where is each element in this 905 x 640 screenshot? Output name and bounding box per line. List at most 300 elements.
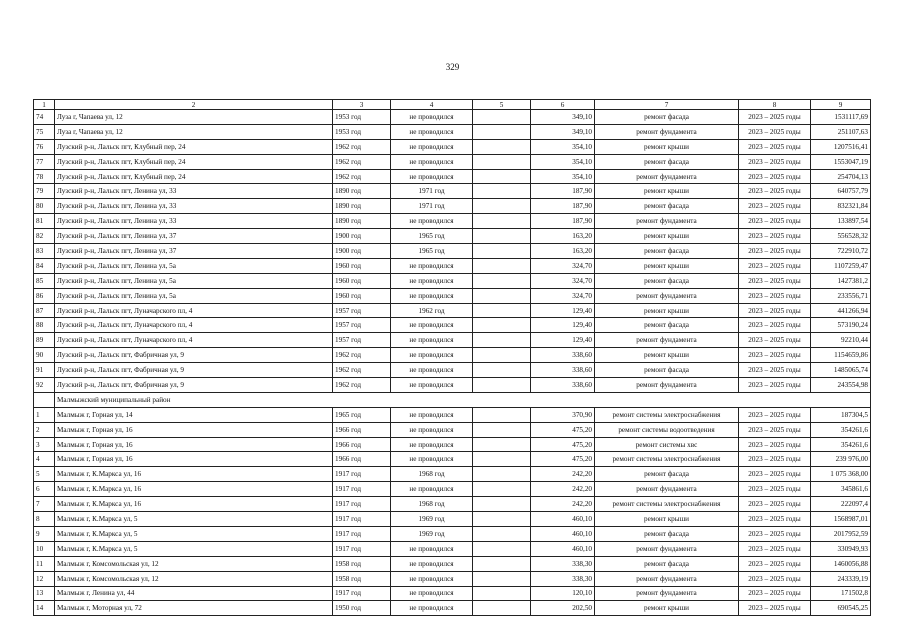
cell-row-number: 85 bbox=[34, 273, 55, 288]
column-header: 3 bbox=[333, 100, 391, 110]
cell-row-number: 11 bbox=[34, 556, 55, 571]
cell-work-type: ремонт крыши bbox=[595, 184, 739, 199]
cell-last-repair-year: 1971 год bbox=[391, 199, 473, 214]
table-row bbox=[34, 333, 871, 348]
cell-row-number: 13 bbox=[34, 586, 55, 601]
cell-area: 460,10 bbox=[531, 526, 595, 541]
table-row bbox=[34, 273, 871, 288]
cell-period: 2023 – 2025 годы bbox=[739, 199, 811, 214]
cell-address: Малмыж г, Моторная ул, 72 bbox=[55, 601, 333, 616]
cell-col-5 bbox=[473, 110, 531, 125]
cell-row-number: 74 bbox=[34, 110, 55, 125]
cell-period: 2023 – 2025 годы bbox=[739, 556, 811, 571]
cell-work-type: ремонт фасада bbox=[595, 363, 739, 378]
cell-build-year: 1962 год bbox=[333, 348, 391, 363]
cell-area: 475,20 bbox=[531, 422, 595, 437]
table-row bbox=[34, 169, 871, 184]
section-title: Малмыжский муниципальный район bbox=[55, 392, 871, 407]
cell-cost: 1 075 368,00 bbox=[811, 467, 871, 482]
table-row bbox=[34, 318, 871, 333]
cell-period: 2023 – 2025 годы bbox=[739, 288, 811, 303]
cell-build-year: 1953 год bbox=[333, 124, 391, 139]
section-row bbox=[34, 392, 871, 407]
cell-build-year: 1950 год bbox=[333, 601, 391, 616]
cell-address: Малмыж г, К.Маркса ул, 16 bbox=[55, 482, 333, 497]
cell-cost: 573190,24 bbox=[811, 318, 871, 333]
cell-last-repair-year: 1962 год bbox=[391, 303, 473, 318]
cell-col-5 bbox=[473, 482, 531, 497]
cell-work-type: ремонт фундамента bbox=[595, 169, 739, 184]
cell-cost: 222097,4 bbox=[811, 497, 871, 512]
cell-col-5 bbox=[473, 199, 531, 214]
section-row-number bbox=[34, 392, 55, 407]
cell-row-number: 86 bbox=[34, 288, 55, 303]
cell-row-number: 12 bbox=[34, 571, 55, 586]
cell-row-number: 76 bbox=[34, 139, 55, 154]
cell-work-type: ремонт крыши bbox=[595, 601, 739, 616]
cell-row-number: 8 bbox=[34, 512, 55, 527]
cell-cost: 1107259,47 bbox=[811, 258, 871, 273]
table-row bbox=[34, 407, 871, 422]
cell-col-5 bbox=[473, 467, 531, 482]
cell-build-year: 1960 год bbox=[333, 288, 391, 303]
cell-cost: 690545,25 bbox=[811, 601, 871, 616]
cell-work-type: ремонт фундамента bbox=[595, 378, 739, 393]
column-header: 1 bbox=[34, 100, 55, 110]
page-number: 329 bbox=[445, 62, 460, 72]
cell-build-year: 1958 год bbox=[333, 556, 391, 571]
cell-col-5 bbox=[473, 139, 531, 154]
cell-area: 338,60 bbox=[531, 363, 595, 378]
cell-work-type: ремонт фасада bbox=[595, 244, 739, 259]
cell-last-repair-year: не проводился bbox=[391, 169, 473, 184]
cell-cost: 254704,13 bbox=[811, 169, 871, 184]
cell-col-5 bbox=[473, 348, 531, 363]
cell-address: Лузский р-н, Лальск пгт, Фабричная ул, 9 bbox=[55, 378, 333, 393]
cell-address: Луза г, Чапаева ул, 12 bbox=[55, 124, 333, 139]
cell-build-year: 1917 год bbox=[333, 526, 391, 541]
cell-row-number: 4 bbox=[34, 452, 55, 467]
cell-period: 2023 – 2025 годы bbox=[739, 482, 811, 497]
table-row bbox=[34, 601, 871, 616]
cell-row-number: 81 bbox=[34, 214, 55, 229]
cell-area: 242,20 bbox=[531, 497, 595, 512]
cell-cost: 556528,32 bbox=[811, 229, 871, 244]
cell-row-number: 77 bbox=[34, 154, 55, 169]
cell-cost: 640757,79 bbox=[811, 184, 871, 199]
cell-build-year: 1900 год bbox=[333, 229, 391, 244]
cell-address: Лузский р-н, Лальск пгт, Ленина ул, 37 bbox=[55, 244, 333, 259]
cell-row-number: 90 bbox=[34, 348, 55, 363]
cell-address: Малмыж г, Горная ул, 16 bbox=[55, 452, 333, 467]
cell-address: Лузский р-н, Лальск пгт, Луначарского пл, 4 bbox=[55, 303, 333, 318]
cell-work-type: ремонт фасада bbox=[595, 556, 739, 571]
table-row bbox=[34, 526, 871, 541]
cell-cost: 1154659,86 bbox=[811, 348, 871, 363]
table-row bbox=[34, 586, 871, 601]
repair-schedule-table bbox=[33, 99, 871, 616]
cell-col-5 bbox=[473, 437, 531, 452]
cell-build-year: 1890 год bbox=[333, 184, 391, 199]
cell-address: Лузский р-н, Лальск пгт, Ленина ул, 37 bbox=[55, 229, 333, 244]
cell-last-repair-year: не проводился bbox=[391, 407, 473, 422]
cell-area: 475,20 bbox=[531, 437, 595, 452]
table-row bbox=[34, 184, 871, 199]
cell-address: Малмыж г, К.Маркса ул, 5 bbox=[55, 526, 333, 541]
cell-address: Малмыж г, Горная ул, 16 bbox=[55, 422, 333, 437]
cell-cost: 92210,44 bbox=[811, 333, 871, 348]
cell-col-5 bbox=[473, 318, 531, 333]
cell-period: 2023 – 2025 годы bbox=[739, 601, 811, 616]
cell-area: 242,20 bbox=[531, 482, 595, 497]
cell-cost: 243339,19 bbox=[811, 571, 871, 586]
cell-build-year: 1962 год bbox=[333, 154, 391, 169]
cell-build-year: 1962 год bbox=[333, 363, 391, 378]
cell-last-repair-year: не проводился bbox=[391, 378, 473, 393]
cell-cost: 187304,5 bbox=[811, 407, 871, 422]
cell-col-5 bbox=[473, 526, 531, 541]
cell-area: 354,10 bbox=[531, 139, 595, 154]
cell-period: 2023 – 2025 годы bbox=[739, 407, 811, 422]
cell-last-repair-year: не проводился bbox=[391, 333, 473, 348]
cell-last-repair-year: 1969 год bbox=[391, 512, 473, 527]
cell-address: Малмыж г, Комсомольская ул, 12 bbox=[55, 556, 333, 571]
cell-period: 2023 – 2025 годы bbox=[739, 333, 811, 348]
cell-area: 129,40 bbox=[531, 303, 595, 318]
table-row bbox=[34, 512, 871, 527]
cell-cost: 354261,6 bbox=[811, 422, 871, 437]
cell-last-repair-year: не проводился bbox=[391, 586, 473, 601]
cell-build-year: 1917 год bbox=[333, 467, 391, 482]
table-header-row bbox=[34, 100, 871, 110]
cell-row-number: 7 bbox=[34, 497, 55, 512]
cell-period: 2023 – 2025 годы bbox=[739, 229, 811, 244]
table-body bbox=[34, 110, 871, 616]
cell-area: 475,20 bbox=[531, 452, 595, 467]
cell-last-repair-year: не проводился bbox=[391, 363, 473, 378]
cell-work-type: ремонт фундамента bbox=[595, 571, 739, 586]
column-header: 4 bbox=[391, 100, 473, 110]
table-row bbox=[34, 229, 871, 244]
cell-period: 2023 – 2025 годы bbox=[739, 318, 811, 333]
cell-work-type: ремонт крыши bbox=[595, 229, 739, 244]
cell-period: 2023 – 2025 годы bbox=[739, 303, 811, 318]
cell-col-5 bbox=[473, 258, 531, 273]
cell-period: 2023 – 2025 годы bbox=[739, 214, 811, 229]
cell-area: 349,10 bbox=[531, 124, 595, 139]
table-row bbox=[34, 244, 871, 259]
cell-cost: 251107,63 bbox=[811, 124, 871, 139]
cell-address: Лузский р-н, Лальск пгт, Ленина ул, 5а bbox=[55, 288, 333, 303]
cell-period: 2023 – 2025 годы bbox=[739, 139, 811, 154]
cell-row-number: 89 bbox=[34, 333, 55, 348]
cell-col-5 bbox=[473, 512, 531, 527]
cell-row-number: 3 bbox=[34, 437, 55, 452]
cell-row-number: 10 bbox=[34, 541, 55, 556]
cell-build-year: 1962 год bbox=[333, 378, 391, 393]
cell-work-type: ремонт фундамента bbox=[595, 541, 739, 556]
cell-row-number: 2 bbox=[34, 422, 55, 437]
table-row bbox=[34, 258, 871, 273]
cell-col-5 bbox=[473, 273, 531, 288]
cell-area: 349,10 bbox=[531, 110, 595, 125]
cell-last-repair-year: не проводился bbox=[391, 422, 473, 437]
cell-last-repair-year: не проводился bbox=[391, 437, 473, 452]
table-row bbox=[34, 303, 871, 318]
cell-cost: 354261,6 bbox=[811, 437, 871, 452]
cell-work-type: ремонт крыши bbox=[595, 348, 739, 363]
cell-last-repair-year: не проводился bbox=[391, 482, 473, 497]
cell-period: 2023 – 2025 годы bbox=[739, 348, 811, 363]
cell-address: Малмыж г, К.Маркса ул, 16 bbox=[55, 497, 333, 512]
cell-last-repair-year: 1971 год bbox=[391, 184, 473, 199]
cell-col-5 bbox=[473, 214, 531, 229]
cell-work-type: ремонт фундамента bbox=[595, 214, 739, 229]
cell-address: Лузский р-н, Лальск пгт, Ленина ул, 33 bbox=[55, 184, 333, 199]
cell-cost: 1553047,19 bbox=[811, 154, 871, 169]
cell-last-repair-year: не проводился bbox=[391, 541, 473, 556]
cell-build-year: 1957 год bbox=[333, 318, 391, 333]
cell-row-number: 14 bbox=[34, 601, 55, 616]
cell-work-type: ремонт фасада bbox=[595, 154, 739, 169]
cell-work-type: ремонт фасада bbox=[595, 199, 739, 214]
cell-area: 370,90 bbox=[531, 407, 595, 422]
cell-area: 187,90 bbox=[531, 184, 595, 199]
cell-period: 2023 – 2025 годы bbox=[739, 586, 811, 601]
cell-cost: 1207516,41 bbox=[811, 139, 871, 154]
column-header: 2 bbox=[55, 100, 333, 110]
cell-col-5 bbox=[473, 586, 531, 601]
cell-col-5 bbox=[473, 303, 531, 318]
cell-col-5 bbox=[473, 422, 531, 437]
cell-period: 2023 – 2025 годы bbox=[739, 124, 811, 139]
cell-work-type: ремонт фундамента bbox=[595, 288, 739, 303]
cell-period: 2023 – 2025 годы bbox=[739, 110, 811, 125]
table-row bbox=[34, 422, 871, 437]
cell-build-year: 1917 год bbox=[333, 497, 391, 512]
table-row bbox=[34, 437, 871, 452]
cell-cost: 171502,8 bbox=[811, 586, 871, 601]
cell-address: Лузский р-н, Лальск пгт, Фабричная ул, 9 bbox=[55, 348, 333, 363]
cell-area: 338,30 bbox=[531, 556, 595, 571]
cell-build-year: 1960 год bbox=[333, 273, 391, 288]
table-row bbox=[34, 571, 871, 586]
cell-area: 354,10 bbox=[531, 154, 595, 169]
cell-build-year: 1917 год bbox=[333, 541, 391, 556]
table-row bbox=[34, 110, 871, 125]
cell-address: Малмыж г, Горная ул, 14 bbox=[55, 407, 333, 422]
cell-col-5 bbox=[473, 556, 531, 571]
cell-col-5 bbox=[473, 333, 531, 348]
cell-work-type: ремонт системы электроснабжения bbox=[595, 452, 739, 467]
cell-area: 460,10 bbox=[531, 512, 595, 527]
cell-build-year: 1966 год bbox=[333, 422, 391, 437]
cell-address: Лузский р-н, Лальск пгт, Ленина ул, 33 bbox=[55, 214, 333, 229]
cell-address: Лузский р-н, Лальск пгт, Ленина ул, 33 bbox=[55, 199, 333, 214]
column-header: 5 bbox=[473, 100, 531, 110]
cell-build-year: 1965 год bbox=[333, 407, 391, 422]
cell-period: 2023 – 2025 годы bbox=[739, 437, 811, 452]
cell-area: 202,50 bbox=[531, 601, 595, 616]
cell-address: Лузский р-н, Лальск пгт, Клубный пер, 24 bbox=[55, 154, 333, 169]
cell-row-number: 84 bbox=[34, 258, 55, 273]
cell-work-type: ремонт системы водоотведения bbox=[595, 422, 739, 437]
cell-work-type: ремонт крыши bbox=[595, 512, 739, 527]
cell-col-5 bbox=[473, 184, 531, 199]
cell-row-number: 9 bbox=[34, 526, 55, 541]
cell-cost: 1427381,2 bbox=[811, 273, 871, 288]
cell-last-repair-year: не проводился bbox=[391, 110, 473, 125]
cell-address: Лузский р-н, Лальск пгт, Клубный пер, 24 bbox=[55, 139, 333, 154]
table-row bbox=[34, 288, 871, 303]
table-row bbox=[34, 199, 871, 214]
cell-row-number: 79 bbox=[34, 184, 55, 199]
cell-work-type: ремонт системы электроснабжения bbox=[595, 497, 739, 512]
cell-col-5 bbox=[473, 452, 531, 467]
cell-build-year: 1957 год bbox=[333, 303, 391, 318]
cell-work-type: ремонт системы электроснабжения bbox=[595, 407, 739, 422]
cell-cost: 1460056,88 bbox=[811, 556, 871, 571]
table-row bbox=[34, 378, 871, 393]
table-row bbox=[34, 556, 871, 571]
cell-col-5 bbox=[473, 124, 531, 139]
cell-cost: 1485065,74 bbox=[811, 363, 871, 378]
cell-work-type: ремонт крыши bbox=[595, 303, 739, 318]
cell-period: 2023 – 2025 годы bbox=[739, 467, 811, 482]
cell-build-year: 1917 год bbox=[333, 512, 391, 527]
cell-row-number: 80 bbox=[34, 199, 55, 214]
cell-work-type: ремонт фундамента bbox=[595, 586, 739, 601]
cell-area: 187,90 bbox=[531, 214, 595, 229]
cell-last-repair-year: 1968 год bbox=[391, 497, 473, 512]
cell-build-year: 1960 год bbox=[333, 258, 391, 273]
cell-period: 2023 – 2025 годы bbox=[739, 378, 811, 393]
cell-period: 2023 – 2025 годы bbox=[739, 258, 811, 273]
cell-work-type: ремонт фасада bbox=[595, 318, 739, 333]
cell-row-number: 87 bbox=[34, 303, 55, 318]
cell-col-5 bbox=[473, 229, 531, 244]
cell-last-repair-year: не проводился bbox=[391, 571, 473, 586]
table-row bbox=[34, 139, 871, 154]
cell-last-repair-year: не проводился bbox=[391, 348, 473, 363]
table-row bbox=[34, 363, 871, 378]
cell-last-repair-year: 1969 год bbox=[391, 526, 473, 541]
cell-period: 2023 – 2025 годы bbox=[739, 169, 811, 184]
table-row bbox=[34, 497, 871, 512]
table-row bbox=[34, 452, 871, 467]
cell-build-year: 1953 год bbox=[333, 110, 391, 125]
cell-last-repair-year: не проводился bbox=[391, 154, 473, 169]
cell-address: Лузский р-н, Лальск пгт, Клубный пер, 24 bbox=[55, 169, 333, 184]
cell-row-number: 91 bbox=[34, 363, 55, 378]
cell-area: 120,10 bbox=[531, 586, 595, 601]
cell-address: Малмыж г, К.Маркса ул, 5 bbox=[55, 512, 333, 527]
cell-row-number: 1 bbox=[34, 407, 55, 422]
table-row bbox=[34, 541, 871, 556]
cell-last-repair-year: не проводился bbox=[391, 452, 473, 467]
cell-col-5 bbox=[473, 378, 531, 393]
table-row bbox=[34, 482, 871, 497]
cell-cost: 2017952,59 bbox=[811, 526, 871, 541]
cell-address: Малмыж г, Ленина ул, 44 bbox=[55, 586, 333, 601]
cell-col-5 bbox=[473, 363, 531, 378]
cell-work-type: ремонт фасада bbox=[595, 273, 739, 288]
table-row bbox=[34, 467, 871, 482]
cell-row-number: 88 bbox=[34, 318, 55, 333]
cell-area: 338,60 bbox=[531, 378, 595, 393]
cell-work-type: ремонт фундамента bbox=[595, 124, 739, 139]
cell-build-year: 1890 год bbox=[333, 199, 391, 214]
table-row bbox=[34, 154, 871, 169]
cell-cost: 832321,84 bbox=[811, 199, 871, 214]
cell-build-year: 1966 год bbox=[333, 452, 391, 467]
cell-period: 2023 – 2025 годы bbox=[739, 571, 811, 586]
cell-area: 163,20 bbox=[531, 244, 595, 259]
cell-area: 129,40 bbox=[531, 318, 595, 333]
cell-col-5 bbox=[473, 541, 531, 556]
cell-work-type: ремонт системы хвс bbox=[595, 437, 739, 452]
cell-row-number: 92 bbox=[34, 378, 55, 393]
cell-last-repair-year: 1965 год bbox=[391, 244, 473, 259]
cell-cost: 330949,93 bbox=[811, 541, 871, 556]
cell-build-year: 1900 год bbox=[333, 244, 391, 259]
cell-last-repair-year: 1968 год bbox=[391, 467, 473, 482]
table-row bbox=[34, 124, 871, 139]
cell-period: 2023 – 2025 годы bbox=[739, 422, 811, 437]
cell-work-type: ремонт фасада bbox=[595, 467, 739, 482]
cell-work-type: ремонт фасада bbox=[595, 526, 739, 541]
cell-work-type: ремонт фундамента bbox=[595, 482, 739, 497]
cell-cost: 722910,72 bbox=[811, 244, 871, 259]
cell-address: Лузский р-н, Лальск пгт, Ленина ул, 5а bbox=[55, 258, 333, 273]
cell-address: Малмыж г, К.Маркса ул, 5 bbox=[55, 541, 333, 556]
cell-address: Лузский р-н, Лальск пгт, Фабричная ул, 9 bbox=[55, 363, 333, 378]
cell-area: 338,30 bbox=[531, 571, 595, 586]
cell-build-year: 1917 год bbox=[333, 482, 391, 497]
cell-cost: 239 976,00 bbox=[811, 452, 871, 467]
cell-address: Малмыж г, Горная ул, 16 bbox=[55, 437, 333, 452]
cell-row-number: 82 bbox=[34, 229, 55, 244]
cell-row-number: 75 bbox=[34, 124, 55, 139]
cell-area: 163,20 bbox=[531, 229, 595, 244]
cell-row-number: 6 bbox=[34, 482, 55, 497]
cell-area: 354,10 bbox=[531, 169, 595, 184]
column-header: 6 bbox=[531, 100, 595, 110]
cell-last-repair-year: не проводился bbox=[391, 556, 473, 571]
cell-cost: 441266,94 bbox=[811, 303, 871, 318]
cell-cost: 1531117,69 bbox=[811, 110, 871, 125]
column-header: 9 bbox=[811, 100, 871, 110]
cell-cost: 133897,54 bbox=[811, 214, 871, 229]
cell-build-year: 1958 год bbox=[333, 571, 391, 586]
cell-address: Малмыж г, К.Маркса ул, 16 bbox=[55, 467, 333, 482]
cell-row-number: 83 bbox=[34, 244, 55, 259]
cell-col-5 bbox=[473, 169, 531, 184]
cell-last-repair-year: не проводился bbox=[391, 288, 473, 303]
cell-col-5 bbox=[473, 244, 531, 259]
cell-period: 2023 – 2025 годы bbox=[739, 541, 811, 556]
cell-col-5 bbox=[473, 497, 531, 512]
cell-build-year: 1917 год bbox=[333, 586, 391, 601]
cell-area: 338,60 bbox=[531, 348, 595, 363]
cell-period: 2023 – 2025 годы bbox=[739, 273, 811, 288]
cell-last-repair-year: не проводился bbox=[391, 124, 473, 139]
cell-period: 2023 – 2025 годы bbox=[739, 452, 811, 467]
cell-period: 2023 – 2025 годы bbox=[739, 526, 811, 541]
cell-last-repair-year: не проводился bbox=[391, 139, 473, 154]
cell-cost: 345861,6 bbox=[811, 482, 871, 497]
cell-area: 129,40 bbox=[531, 333, 595, 348]
